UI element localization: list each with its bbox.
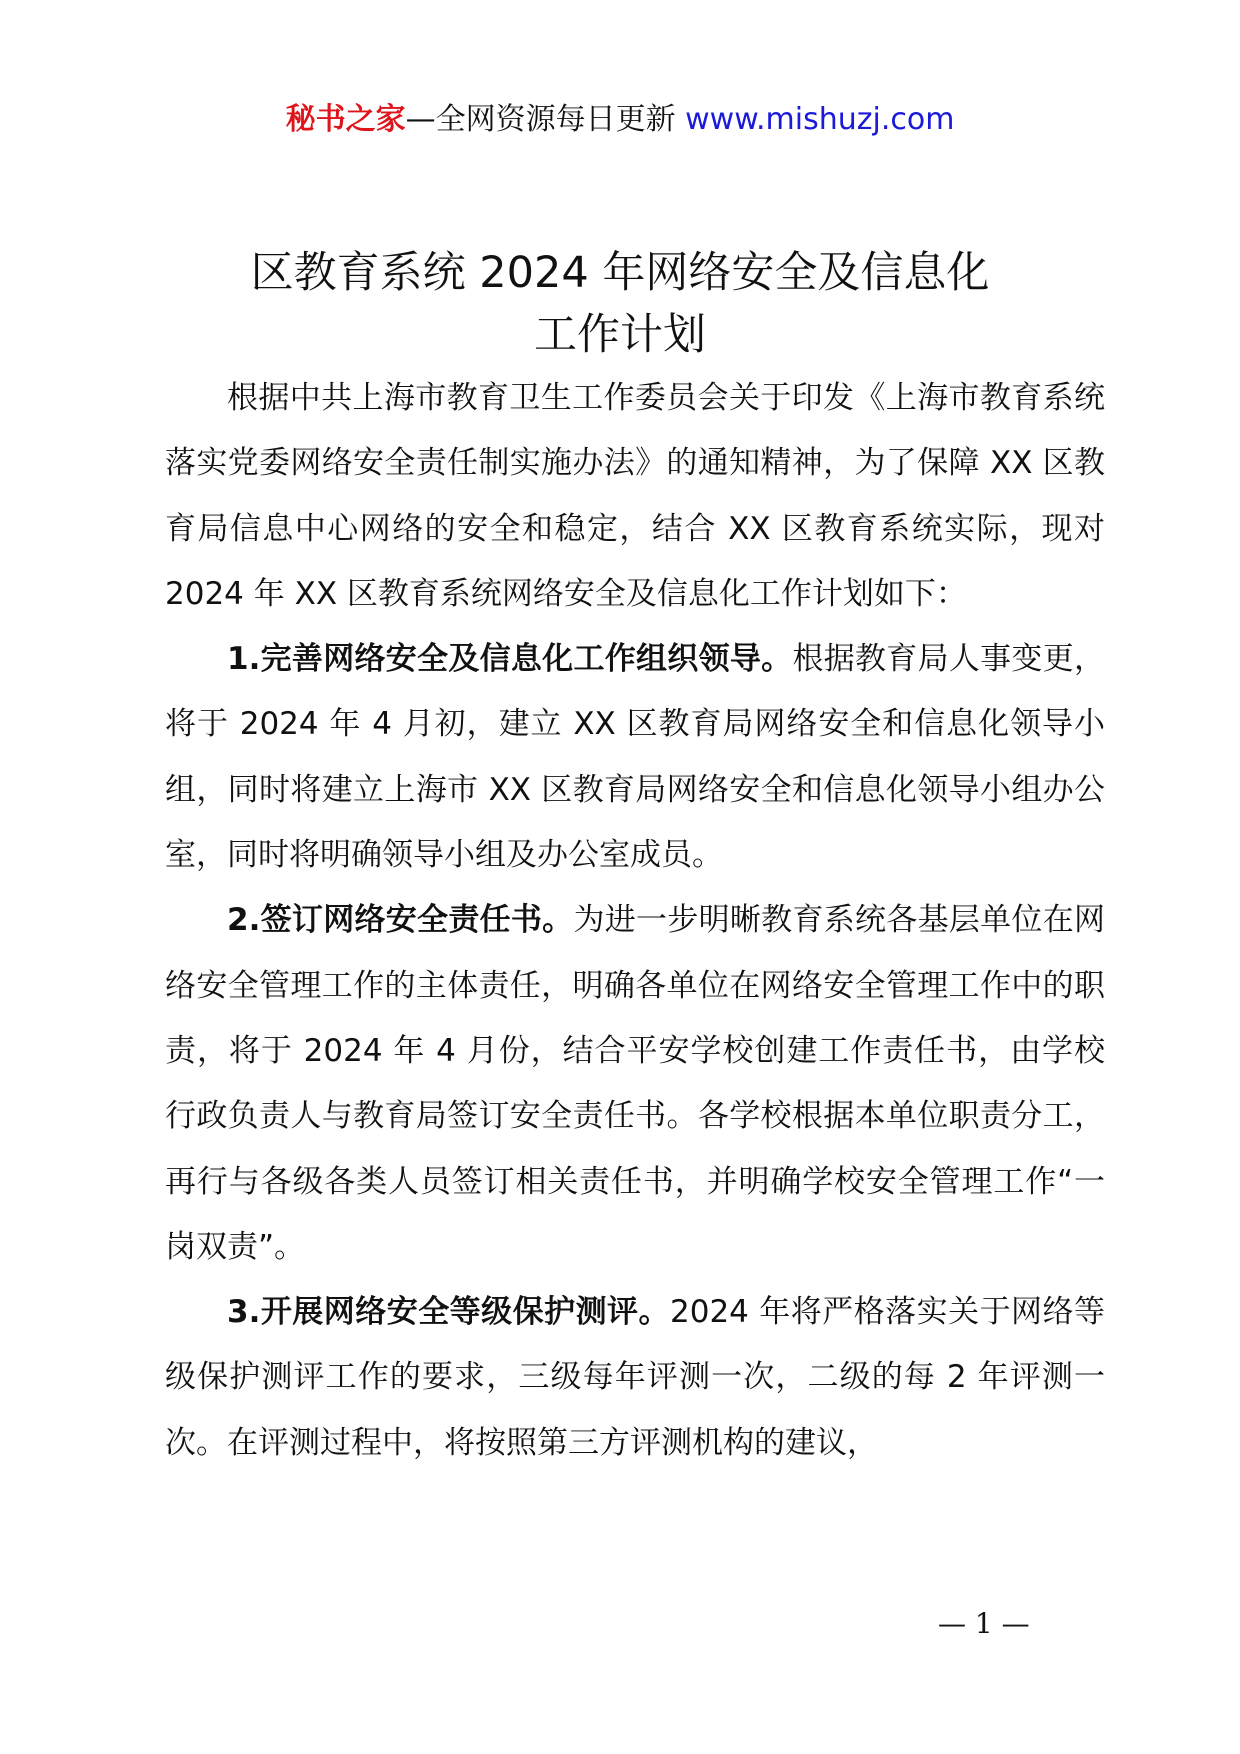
title-line-2: 工作计划 xyxy=(534,310,706,360)
document-body xyxy=(165,366,1105,1476)
header-tagline: —全网资源每日更新 xyxy=(405,102,686,137)
section-text: 2024 年将严格落实关于网络等级保护测评工作的要求，三级每年评测一次，二级的每 2 年评测一次。在评测过程中，将按照第三方评测机构的建议， xyxy=(165,1294,1105,1461)
document-title xyxy=(0,242,1240,366)
website-link[interactable]: www.mishuzj.com xyxy=(685,102,955,137)
section-paragraph xyxy=(165,627,1105,888)
section-heading: 2.签订网络安全责任书。 xyxy=(227,902,574,939)
intro-paragraph xyxy=(165,366,1105,627)
site-header xyxy=(0,100,1240,140)
page-number: — 1 — xyxy=(938,1607,1030,1640)
section-text: 根据教育局人事变更，将于 2024 年 4 月初，建立 XX 区教育局网络安全和信息化领导小组，同时将建立上海市 XX 区教育局网络安全和信息化领导小组办公室，同时将明确领导小组及办公室成员。 xyxy=(165,641,1105,874)
section-heading: 1.完善网络安全及信息化工作组织领导。 xyxy=(227,641,793,678)
brand-name: 秘书之家 xyxy=(285,102,406,137)
title-line-1: 区教育系统 2024 年网络安全及信息化 xyxy=(250,248,990,298)
intro-text: 根据中共上海市教育卫生工作委员会关于印发《上海市教育系统落实党委网络安全责任制实施办法》的通知精神，为了保障 XX 区教育局信息中心网络的安全和稳定，结合 XX 区教育系统实际，现对 2024 年 XX 区教育系统网络安全及信息化工作计划如下： xyxy=(165,380,1105,612)
section-paragraph xyxy=(165,1280,1105,1476)
section-paragraph xyxy=(165,888,1105,1280)
section-text: 为进一步明晰教育系统各基层单位在网络安全管理工作的主体责任，明确各单位在网络安全管理工作中的职责，将于 2024 年 4 月份，结合平安学校创建工作责任书，由学校行政负责人与教育局签订安全责任书。各学校根据本单位职责分工，再行与各级各类人员签订相关责任书，并明确学校安全管理工作“一岗双责”。 xyxy=(165,902,1105,1265)
section-heading: 3.开展网络安全等级保护测评。 xyxy=(227,1294,671,1331)
